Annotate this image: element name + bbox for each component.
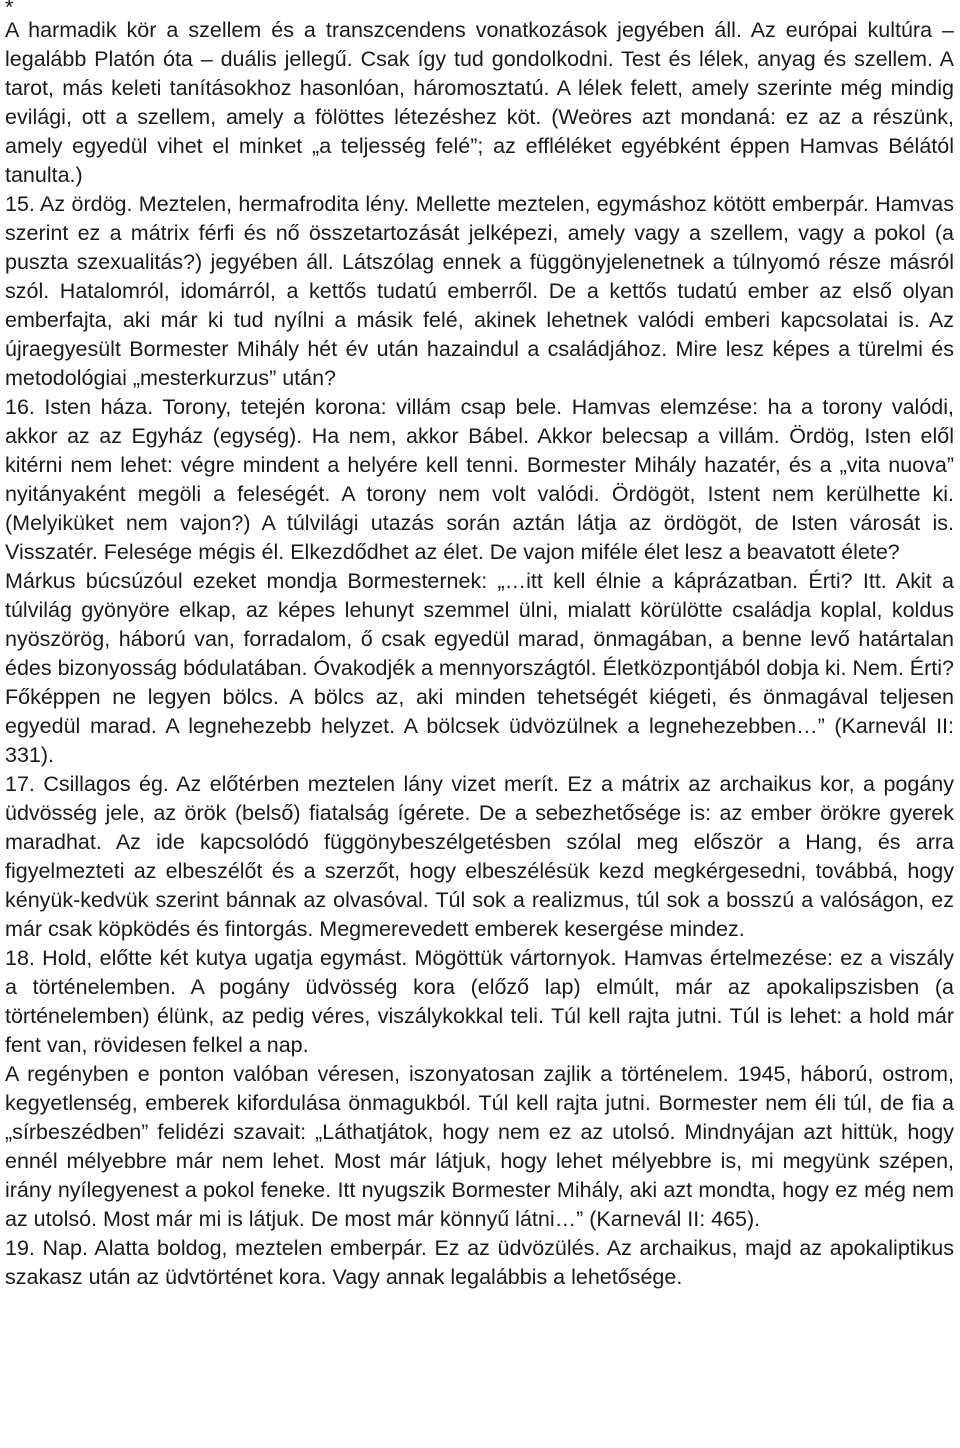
paragraph-card-17: 17. Csillagos ég. Az előtérben meztelen lány vizet merít. Ez a mátrix az archaikus kor, a pogány üdvösség jele, az örök (belső) fiatalság ígérete. De a sebezhetősége is: az ember örökre gyerek maradhat. Az ide kapcsolódó függönybeszélgetésben szólal meg először a Hang, és arra figyelmezteti az elbeszélőt és a szerzőt, hogy elbeszélésük kezd megkérgesedni, továbbá, hogy kényük-kedvük szerint bánnak az olvasóval. Túl sok a realizmus, túl sok a bosszú a valóságon, ez már csak köpködés és fintorgás. Megmerevedett emberek kesergése mindez. bbox=[5, 772, 954, 941]
paragraph-card-16: 16. Isten háza. Torony, tetején korona: villám csap bele. Hamvas elemzése: ha a torony valódi, akkor az az Egyház (egység). Ha nem, akkor Bábel. Akkor belecsap a villám. Ördög, Isten elől kitérni nem lehet: végre mindent a helyére kell tenni. Bormester Mihály hazatér, és a „vita nuova” nyitányaként megöli a feleségét. A torony nem volt valódi. Ördögöt, Istent nem kerülhette ki. (Melyiküket nem vajon?) A túlvilági utazás során aztán látja az ördögöt, de Isten városát is. Visszatér. Felesége mégis él. Elkezdődhet az élet. De vajon miféle élet lesz a beavatott élete? bbox=[5, 395, 954, 564]
asterisk-marker: * bbox=[5, 0, 14, 19]
paragraph-card-18: 18. Hold, előtte két kutya ugatja egymást. Mögöttük vártornyok. Hamvas értelmezése: ez a viszály a történelemben. A pogány üdvösség kora (előző lap) elmúlt, már az apokalipszisben (a történelemben) élünk, az pedig véres, viszálykokkal teli. Túl kell rajta jutni. Túl is lehet: a hold már fent van, rövidesen felkel a nap. bbox=[5, 946, 954, 1057]
paragraph-intro: A harmadik kör a szellem és a transzcendens vonatkozások jegyében áll. Az európai kultúra – legalább Platón óta – duális jellegű. Csak így tud gondolkodni. Test és lélek, anyag és szellem. A tarot, más keleti tanításokhoz hasonlóan, háromosztatú. A lélek felett, amely szerinte még mindig evilági, ott a szellem, amely a fölöttes létezéshez köt. (Weöres azt mondaná: ez az a részünk, amely egyedül vihet el minket „a teljesség felé”; az effléléket egyébként éppen Hamvas Bélától tanulta.) bbox=[5, 18, 954, 187]
paragraph-markus-quote: Márkus búcsúzóul ezeket mondja Bormesternek: „…itt kell élnie a káprázatban. Érti? Itt. Akit a túlvilág gyönyöre elkap, az képes lehunyt szemmel ülni, mialatt körülötte családja koplal, koldus nyöszörög, háború van, forradalom, ő csak egyedül marad, önmagában, a benne levő határtalan édes bizonyosság bódulatában. Óvakodjék a mennyországtól. Életközpontjából dobja ki. Nem. Érti? Főképpen ne legyen bölcs. A bölcs az, aki minden tehetségét kiégeti, és önmagával teljesen egyedül marad. A legnehezebb helyzet. A bölcsek üdvözülnek a legnehezebben…” (Karnevál II: 331). bbox=[5, 569, 954, 767]
paragraph-history: A regényben e ponton valóban véresen, iszonyatosan zajlik a történelem. 1945, háború, ostrom, kegyetlenség, emberek kifordulása önmagukból. Túl kell rajta jutni. Bormester nem éli túl, de fia a „sírbeszédben” felidézi szavait: „Láthatjátok, hogy nem ez az utolsó. Mindnyájan azt hittük, hogy ennél mélyebbre már nem lehet. Most már látjuk, hogy lehet mélyebbre is, mi megyünk szépen, irány nyílegyenest a pokol feneke. Itt nyugszik Bormester Mihály, aki azt mondta, hogy ez még nem az utolsó. Most már mi is látjuk. De most már könnyű látni…” (Karnevál II: 465). bbox=[5, 1062, 954, 1231]
document-page bbox=[5, 0, 954, 1292]
paragraph-card-15: 15. Az ördög. Meztelen, hermafrodita lény. Mellette meztelen, egymáshoz kötött emberpár. Hamvas szerint ez a mátrix férfi és nő összetartozását jelképezi, amely vagy a szellem, vagy a pokol (a puszta szexualitás?) jegyében áll. Látszólag ennek a függönyjelenetnek a túlnyomó része másról szól. Hatalomról, idomárról, a kettős tudatú emberről. De a kettős tudatú ember az első olyan emberfajta, aki már ki tud nyílni a másik felé, akinek lehetnek valódi emberi kapcsolatai is. Az újraegyesült Bormester Mihály hét év után hazaindul a családjához. Mire lesz képes a türelmi és metodológiai „mesterkurzus” után? bbox=[5, 192, 954, 390]
paragraph-card-19: 19. Nap. Alatta boldog, meztelen emberpár. Ez az üdvözülés. Az archaikus, majd az apokaliptikus szakasz után az üdvtörténet kora. Vagy annak legalábbis a lehetősége. bbox=[5, 1236, 954, 1289]
